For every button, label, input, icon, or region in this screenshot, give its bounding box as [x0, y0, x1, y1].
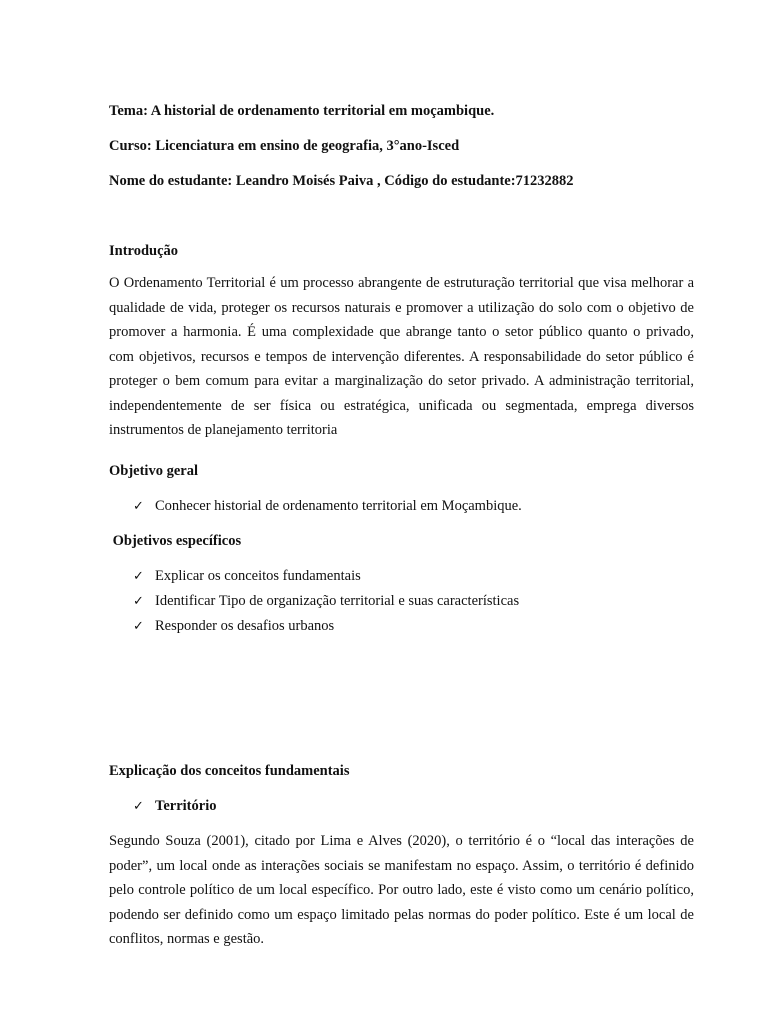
- check-icon: ✓: [133, 619, 144, 634]
- objetivos-especificos-heading: Objetivos específicos: [109, 533, 242, 549]
- conceitos-heading: Explicação dos conceitos fundamentais: [109, 763, 350, 779]
- list-item-text: Conhecer historial de ordenamento territorial em Moçambique.: [155, 498, 522, 514]
- list-item-text: Identificar Tipo de organização territorial e suas características: [155, 593, 520, 609]
- tema-line: Tema: A historial de ordenamento territorial em moçambique.: [109, 103, 495, 119]
- list-item: [133, 618, 334, 635]
- introducao-paragraph: O Ordenamento Territorial é um processo abrangente de estruturação territorial que visa melhorar a qualidade de vida, proteger os recursos naturais e promover a utilização do solo com o objetivo de promover a harmonia. É uma complexidade que abrange tanto o setor público quanto o privado, com objetivos, recursos e tempos de intervenção diferentes. A responsabilidade do setor público é proteger o bem comum para evitar a marginalização do setor privado. A administração territorial, independentemente de ser física ou estratégica, unificada ou segmentada, emprega diversos instrumentos de planejamento territoria: [109, 275, 694, 438]
- check-icon: ✓: [133, 594, 144, 609]
- objetivo-geral-heading: Objetivo geral: [109, 463, 198, 479]
- list-item-text: Responder os desafios urbanos: [155, 618, 335, 634]
- list-item: [133, 498, 522, 515]
- student-line: Nome do estudante: Leandro Moisés Paiva , Código do estudante:71232882: [109, 173, 574, 189]
- curso-line: Curso: Licenciatura em ensino de geografia, 3°ano-Isced: [109, 138, 460, 154]
- check-icon: ✓: [133, 499, 144, 514]
- list-item: [133, 568, 361, 585]
- list-item: [133, 798, 216, 815]
- list-item-text: Explicar os conceitos fundamentais: [155, 568, 361, 584]
- territorio-subheading: Território: [155, 798, 217, 814]
- introducao-heading: Introdução: [109, 243, 179, 259]
- territorio-paragraph: Segundo Souza (2001), citado por Lima e Alves (2020), o território é o “local das interações de poder”, um local onde as interações sociais se manifestam no espaço. Assim, o território é definido pelo controle político de um local específico. Por outro lado, este é visto como um cenário político, podendo ser definido como um espaço limitado pelas normas do poder político. Este é um local de conflitos, normas e gestão.: [109, 833, 694, 947]
- list-item: [133, 593, 519, 610]
- check-icon: ✓: [133, 799, 144, 814]
- check-icon: ✓: [133, 569, 144, 584]
